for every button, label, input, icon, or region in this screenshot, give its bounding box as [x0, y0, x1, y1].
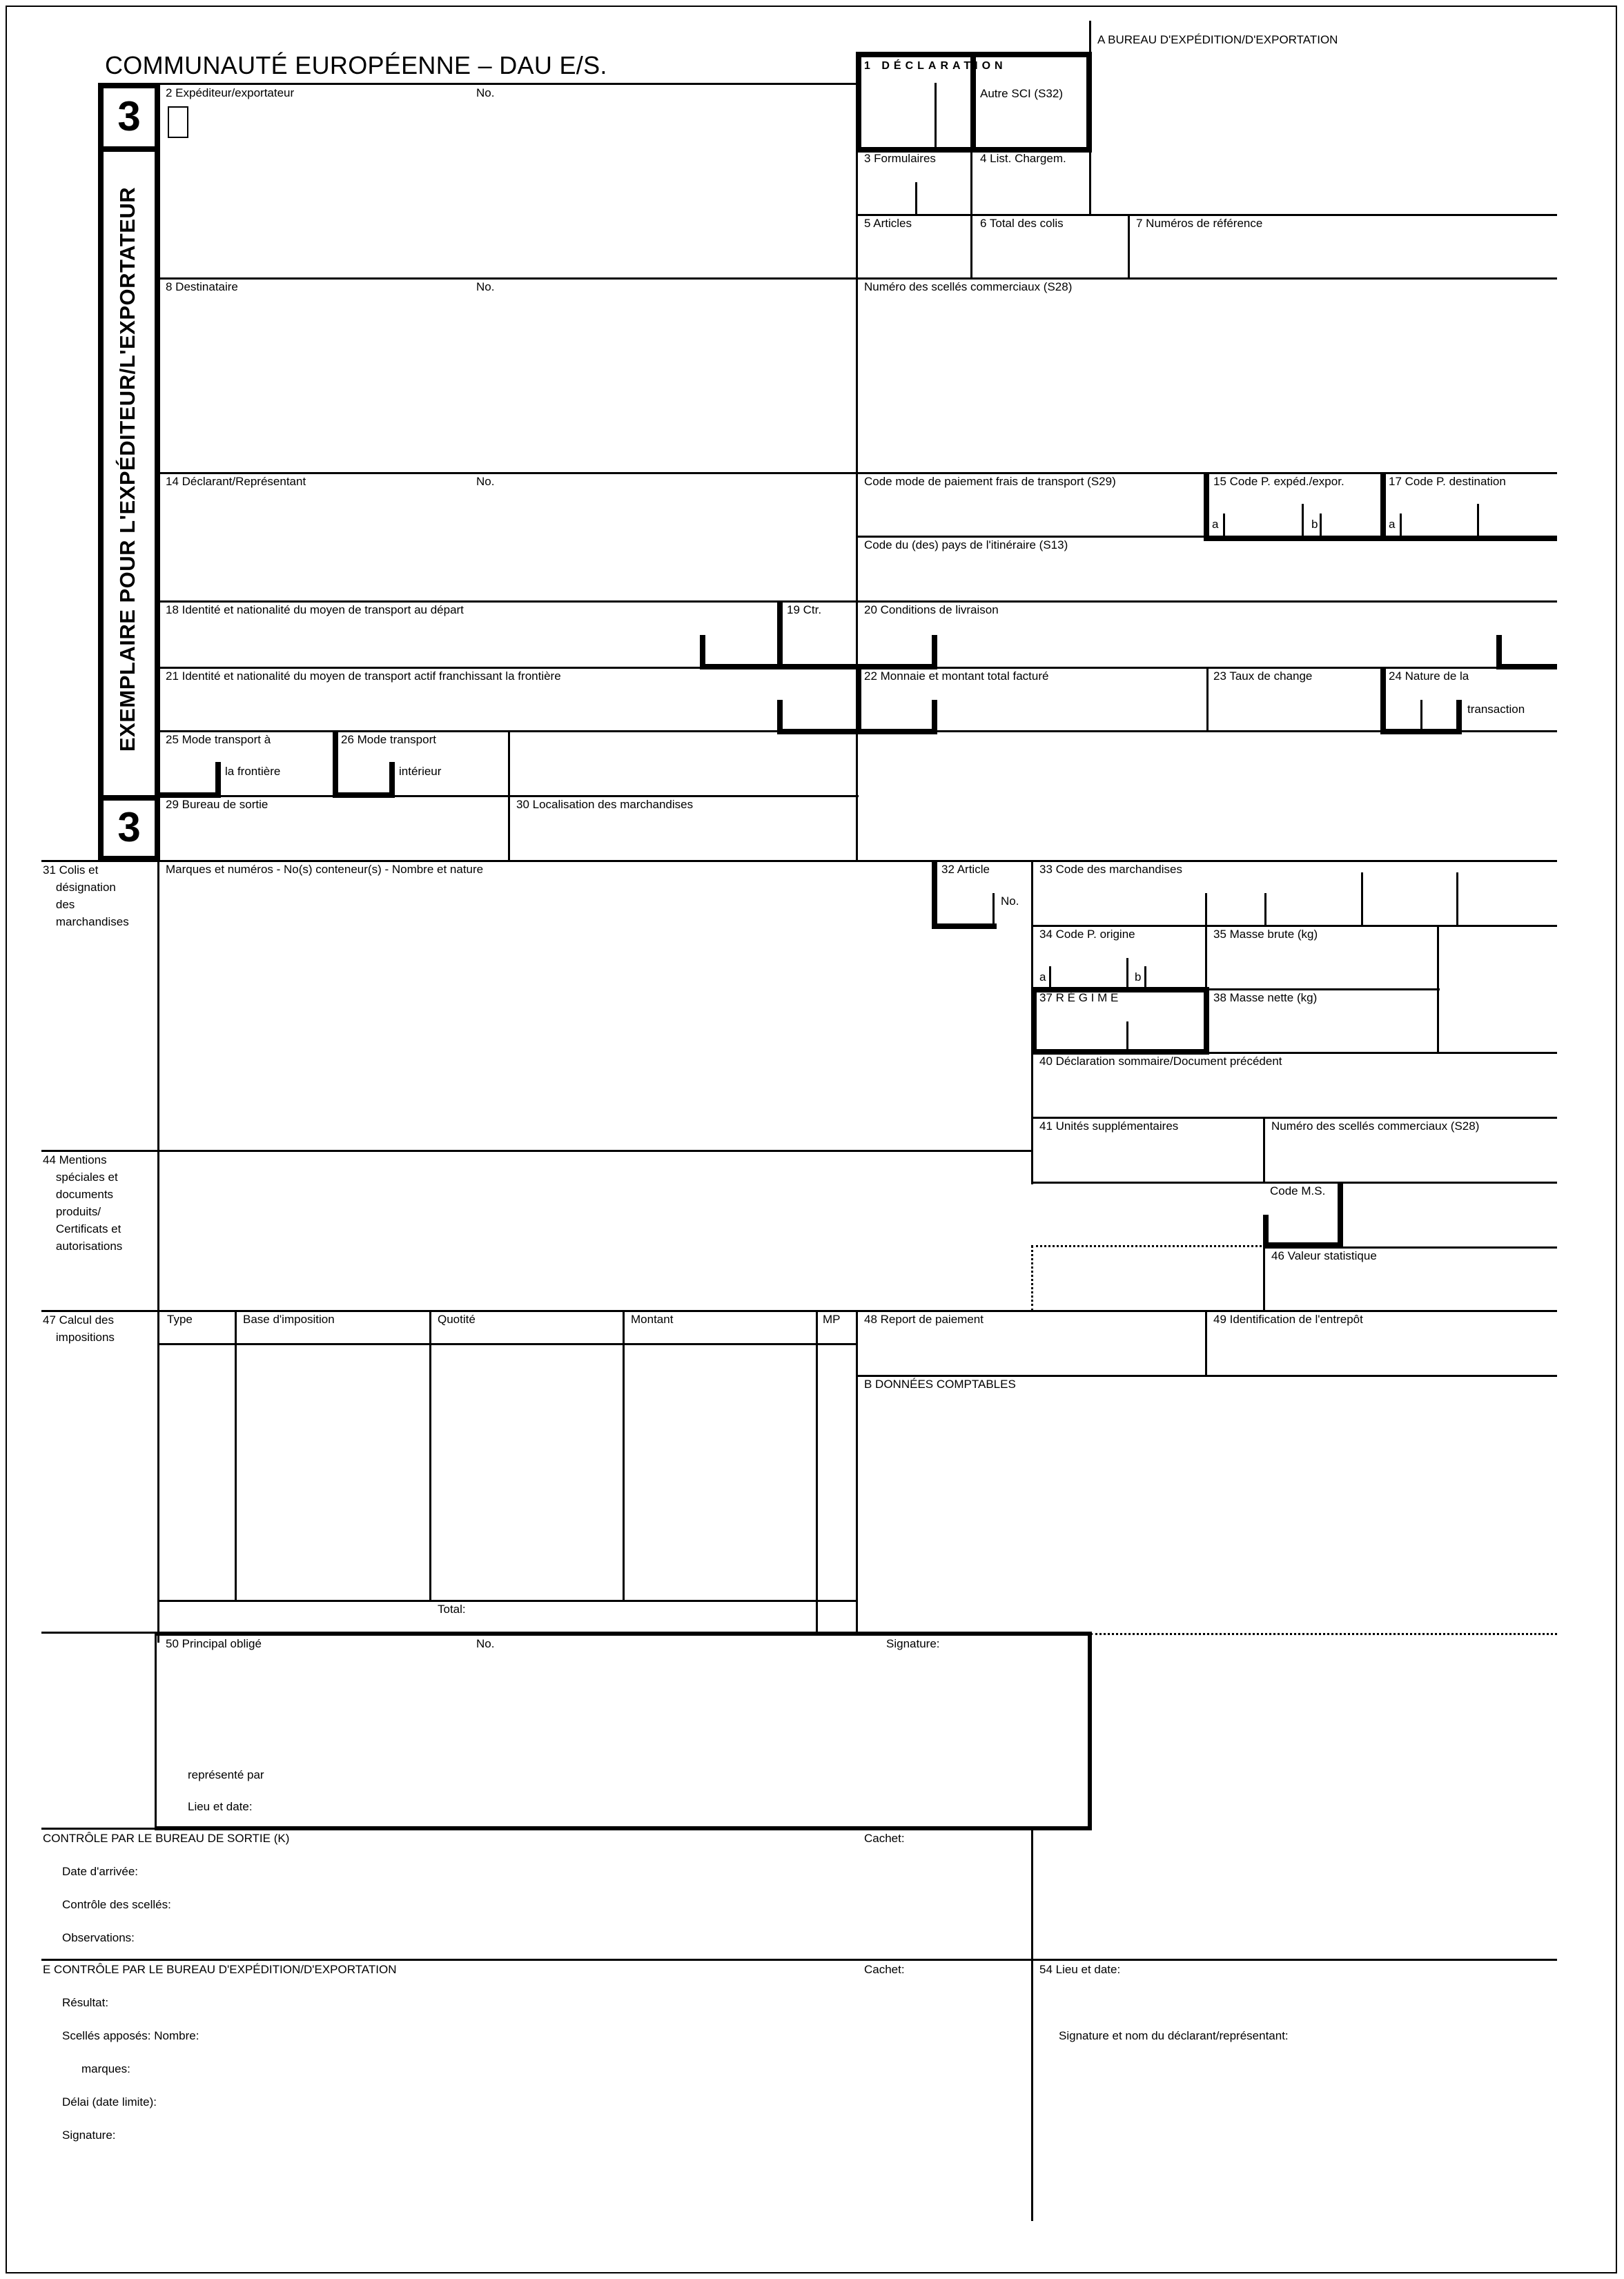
line	[1126, 1021, 1128, 1052]
observations-label: Observations:	[62, 1931, 135, 1944]
line	[1031, 1828, 1033, 2221]
box-24-label-cont: transaction	[1467, 703, 1525, 716]
line	[856, 795, 858, 861]
copy-number-bottom: 3	[117, 804, 141, 850]
time-limit-label: Délai (date limite):	[62, 2095, 157, 2109]
seals-label-2: Numéro des scellés commerciaux (S28)	[1271, 1119, 1480, 1133]
box-38-label: 38 Masse nette (kg)	[1213, 991, 1318, 1004]
line	[1361, 872, 1363, 926]
line	[1049, 966, 1051, 987]
box-2-no-label: No.	[476, 86, 495, 99]
line	[816, 1310, 818, 1633]
box-24-label: 24 Nature de la	[1389, 669, 1469, 683]
line	[935, 83, 937, 150]
line	[992, 893, 995, 926]
line	[777, 600, 783, 669]
page-frame	[6, 6, 1617, 2273]
line	[932, 923, 997, 929]
box-21-label: 21 Identité et nationalité du moyen de transport actif franchissant la frontière	[166, 669, 561, 683]
line	[157, 83, 159, 1643]
line	[41, 1310, 1557, 1312]
box-47-label: 47 Calcul des impositions	[43, 1313, 115, 1344]
line	[1263, 1246, 1265, 1311]
box-8-label: 8 Destinataire	[166, 280, 238, 293]
line	[856, 1310, 858, 1633]
box-32-label: 32 Article	[941, 863, 990, 876]
line	[98, 150, 104, 801]
represented-by-label: représenté par	[188, 1768, 264, 1781]
box-1-other-label: Autre SCI (S32)	[980, 87, 1063, 100]
line	[1205, 1310, 1207, 1376]
marks-label: Marques et numéros - No(s) conteneur(s) - Nombre et nature	[166, 863, 484, 876]
line	[856, 536, 1208, 538]
principal-box	[155, 1632, 1092, 1830]
box-7-label: 7 Numéros de référence	[1136, 217, 1263, 230]
payment-code-label: Code mode de paiement frais de transport (S29)	[864, 475, 1116, 488]
result-label: Résultat:	[62, 1996, 109, 2009]
box-17-a-label: a	[1389, 518, 1396, 531]
line	[1456, 872, 1458, 926]
line	[1031, 925, 1557, 927]
tax-type-header: Type	[167, 1313, 193, 1326]
box-3-label: 3 Formulaires	[864, 152, 936, 165]
box-1-label: 1 DÉCLARATION	[864, 60, 1007, 72]
line	[1380, 472, 1386, 541]
line	[157, 277, 1557, 280]
box-15-a-label: a	[1212, 518, 1219, 531]
line	[157, 1343, 857, 1345]
box-34-a-label: a	[1039, 970, 1046, 984]
line	[1031, 1182, 1557, 1184]
copy-number-top: 3	[117, 93, 141, 139]
box-34-label: 34 Code P. origine	[1039, 928, 1135, 941]
line	[41, 860, 1557, 862]
line	[333, 730, 338, 798]
box-54-label: 54 Lieu et date:	[1039, 1963, 1121, 1976]
box-15-label: 15 Code P. expéd./expor.	[1213, 475, 1344, 488]
box-6-label: 6 Total des colis	[980, 217, 1064, 230]
line	[1031, 1052, 1557, 1054]
form-title: COMMUNAUTÉ EUROPÉENNE – DAU E/S.	[105, 51, 607, 79]
seals-label: Numéro des scellés commerciaux (S28)	[864, 280, 1073, 293]
line	[41, 1828, 1030, 1830]
box-48-label: 48 Report de paiement	[864, 1313, 984, 1326]
declarant-signature-label: Signature et nom du déclarant/représentant:	[1059, 2029, 1289, 2042]
line	[157, 472, 1557, 474]
box-46-label: 46 Valeur statistique	[1271, 1249, 1377, 1262]
seal-marks-label: marques:	[81, 2062, 130, 2075]
line	[41, 1150, 1033, 1152]
box-34-b-label: b	[1135, 970, 1142, 984]
line	[1338, 1182, 1343, 1248]
seals-affixed-label: Scellés apposés: Nombre:	[62, 2029, 199, 2042]
box-44-label: 44 Mentions spéciales et documents produits/ Certificats et autorisations	[43, 1153, 123, 1253]
itinerary-label: Code du (des) pays de l'itinéraire (S13)	[864, 538, 1068, 551]
line	[1206, 667, 1209, 732]
line	[41, 1959, 1557, 1961]
box-50-no-label: No.	[476, 1637, 495, 1650]
box-26-label: 26 Mode transport	[341, 733, 436, 746]
dotted-line	[1031, 1245, 1266, 1247]
line	[1128, 214, 1130, 279]
box-41-label: 41 Unités supplémentaires	[1039, 1119, 1179, 1133]
box-32-no-label: No.	[1001, 894, 1019, 908]
line	[856, 1375, 1557, 1377]
line	[1302, 504, 1304, 536]
tax-total-label: Total:	[438, 1603, 466, 1616]
line	[1400, 513, 1402, 536]
line	[856, 214, 1557, 216]
box-29-label: 29 Bureau de sortie	[166, 798, 268, 811]
exit-office-control-title: CONTRÔLE PAR LE BUREAU DE SORTIE (K)	[43, 1832, 290, 1845]
box-37-label: 37 R É G I M E	[1039, 991, 1119, 1004]
box-a-label: A BUREAU D'EXPÉDITION/D'EXPORTATION	[1097, 33, 1338, 46]
box-17-label: 17 Code P. destination	[1389, 475, 1506, 488]
line	[1205, 893, 1207, 926]
seal-check-label: Contrôle des scellés:	[62, 1898, 171, 1911]
arrival-date-label: Date d'arrivée:	[62, 1865, 139, 1878]
box-25-label: 25 Mode transport à	[166, 733, 271, 746]
code-ms-label: Code M.S.	[1270, 1184, 1326, 1197]
place-date-label: Lieu et date:	[188, 1800, 253, 1813]
export-signature-label: Signature:	[62, 2129, 116, 2142]
line	[932, 700, 937, 734]
box-33-label: 33 Code des marchandises	[1039, 863, 1182, 876]
line	[1264, 893, 1266, 926]
line	[235, 1310, 237, 1600]
line	[1420, 700, 1422, 732]
line	[1126, 958, 1128, 987]
box-20-label: 20 Conditions de livraison	[864, 603, 999, 616]
exit-office-stamp-label: Cachet:	[864, 1832, 905, 1845]
dotted-line	[1090, 1633, 1557, 1635]
line	[1380, 667, 1386, 734]
line	[1144, 966, 1146, 987]
line	[1477, 504, 1479, 536]
line	[932, 860, 937, 929]
line	[1205, 988, 1440, 990]
box-5-label: 5 Articles	[864, 217, 912, 230]
box-23-label: 23 Taux de change	[1213, 669, 1313, 683]
line	[157, 795, 859, 797]
box-8-no-label: No.	[476, 280, 495, 293]
line	[1263, 1117, 1265, 1183]
line	[157, 600, 1557, 603]
copy-destination-label: EXEMPLAIRE POUR L'EXPÉDITEUR/L'EXPORTATEUR	[115, 186, 139, 752]
box-14-label: 14 Déclarant/Représentant	[166, 475, 306, 488]
line	[1263, 1246, 1557, 1249]
line	[915, 182, 917, 214]
tax-base-header: Base d'imposition	[243, 1313, 335, 1326]
line	[1204, 536, 1557, 541]
tax-rate-header: Quotité	[438, 1313, 476, 1326]
checkbox[interactable]	[168, 106, 188, 138]
line	[1320, 513, 1322, 536]
box-19-label: 19 Ctr.	[787, 603, 822, 616]
box-2-label: 2 Expéditeur/exportateur	[166, 86, 295, 99]
box-49-label: 49 Identification de l'entrepôt	[1213, 1313, 1363, 1326]
line	[1204, 472, 1209, 541]
line	[1223, 513, 1225, 536]
accounting-data-label: B DONNÉES COMPTABLES	[864, 1378, 1016, 1391]
export-office-control-title: E CONTRÔLE PAR LE BUREAU D'EXPÉDITION/D'EXPORTATION	[43, 1963, 397, 1976]
tax-mp-header: MP	[823, 1313, 841, 1326]
box-25-label-cont: la frontière	[225, 765, 281, 778]
tax-amount-header: Montant	[631, 1313, 674, 1326]
box-50-label: 50 Principal obligé	[166, 1637, 262, 1650]
export-office-stamp-label: Cachet:	[864, 1963, 905, 1976]
box-14-no-label: No.	[476, 475, 495, 488]
line	[157, 83, 857, 85]
line	[970, 55, 976, 150]
box-30-label: 30 Localisation des marchandises	[516, 798, 694, 811]
line	[157, 1600, 857, 1602]
dotted-line	[1031, 1245, 1033, 1311]
box-22-label: 22 Monnaie et montant total facturé	[864, 669, 1049, 683]
box-50-signature-label: Signature:	[886, 1637, 940, 1650]
box-18-label: 18 Identité et nationalité du moyen de transport au départ	[166, 603, 464, 616]
box-31-label: 31 Colis et désignation des marchandises	[43, 863, 129, 928]
box-35-label: 35 Masse brute (kg)	[1213, 928, 1318, 941]
box-26-label-cont: intérieur	[399, 765, 442, 778]
box-4-label: 4 List. Chargem.	[980, 152, 1066, 165]
line	[429, 1310, 431, 1600]
box-40-label: 40 Déclaration sommaire/Document précédent	[1039, 1055, 1282, 1068]
line	[623, 1310, 625, 1600]
line	[856, 667, 861, 734]
line	[157, 730, 1557, 732]
box-15-b-label: b	[1311, 518, 1318, 531]
line	[1031, 1117, 1557, 1119]
